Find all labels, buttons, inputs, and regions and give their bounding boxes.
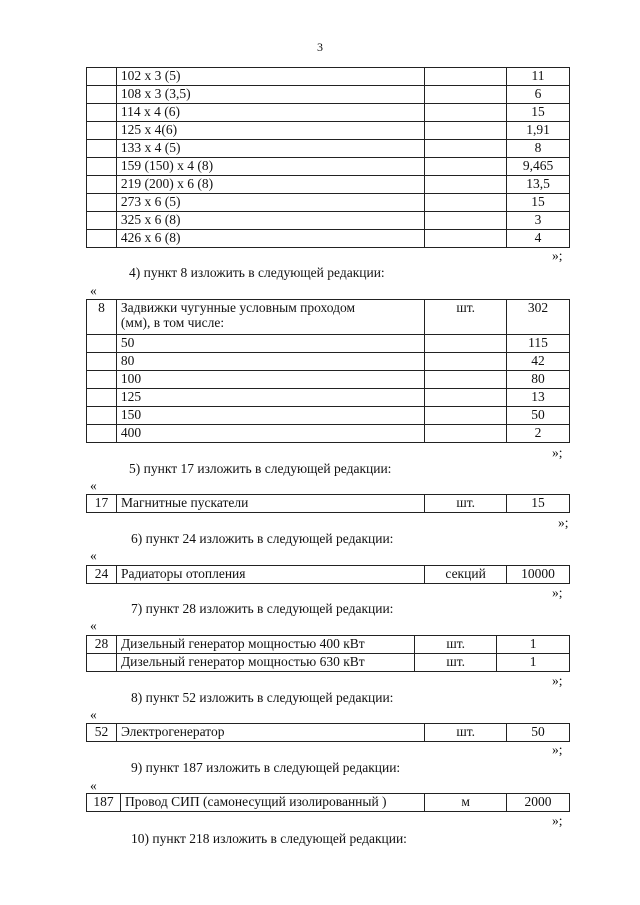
item-name: 114 х 4 (6) (116, 104, 424, 122)
item-unit: шт. (415, 636, 497, 654)
item-52-table (86, 723, 570, 742)
item-name: Магнитные пускатели (116, 495, 424, 513)
item-quantity: 15 (507, 104, 570, 122)
item-24-table (86, 565, 570, 584)
item-name: Радиаторы отопления (116, 566, 424, 584)
item-name: 125 (116, 389, 424, 407)
table-row (87, 212, 570, 230)
item-name: 102 х 3 (5) (116, 68, 424, 86)
opening-quote: « (90, 548, 97, 563)
item-name: 100 (116, 371, 424, 389)
item-name: 125 х 4(6) (116, 122, 424, 140)
closing-quote: »; (552, 813, 563, 828)
opening-quote: « (90, 478, 97, 493)
opening-quote: « (90, 707, 97, 722)
item-name: 150 (116, 407, 424, 425)
item-quantity: 15 (507, 495, 570, 513)
table-row (87, 794, 570, 812)
item-name-line: (мм), в том числе: (120, 315, 225, 330)
item-187-table (86, 793, 570, 812)
item-28-table (86, 635, 570, 672)
item-quantity: 15 (507, 194, 570, 212)
table-row (87, 176, 570, 194)
closing-quote: »; (558, 515, 569, 530)
item-name (116, 300, 424, 335)
item-number (87, 371, 117, 389)
item-number (87, 407, 117, 425)
table-row (87, 140, 570, 158)
item-number: 24 (87, 566, 117, 584)
item-name: Электрогенератор (116, 724, 424, 742)
table-row (87, 724, 570, 742)
table-row (87, 86, 570, 104)
item-unit (425, 158, 507, 176)
item-number (87, 230, 117, 248)
item-name: Дизельный генератор мощностью 630 кВт (116, 654, 414, 672)
table-row (87, 371, 570, 389)
item-name: Провод СИП (самонесущий изолированный ) (120, 794, 424, 812)
item-quantity: 1,91 (507, 122, 570, 140)
table-row (87, 425, 570, 443)
item-number: 52 (87, 724, 117, 742)
item-number (87, 212, 117, 230)
item-name: Дизельный генератор мощностью 400 кВт (116, 636, 414, 654)
table-row (87, 158, 570, 176)
item-number (87, 389, 117, 407)
item-quantity: 11 (507, 68, 570, 86)
section-heading: 9) пункт 187 изложить в следующей редакции: (131, 760, 401, 775)
item-quantity: 6 (507, 86, 570, 104)
item-quantity: 302 (507, 300, 570, 335)
item-number: 17 (87, 495, 117, 513)
item-quantity: 80 (507, 371, 570, 389)
closing-quote: »; (552, 248, 563, 263)
table-row (87, 566, 570, 584)
section-heading: 10) пункт 218 изложить в следующей редакции: (131, 831, 407, 846)
item-name: 133 х 4 (5) (116, 140, 424, 158)
item-unit (425, 425, 507, 443)
item-number (87, 104, 117, 122)
table-row (87, 230, 570, 248)
item-unit: секций (425, 566, 507, 584)
table-row (87, 335, 570, 353)
item-quantity: 115 (507, 335, 570, 353)
item-quantity: 13 (507, 389, 570, 407)
item-unit (425, 407, 507, 425)
item-name: 400 (116, 425, 424, 443)
table-row (87, 300, 570, 335)
item-name: 219 (200) х 6 (8) (116, 176, 424, 194)
item-unit (425, 371, 507, 389)
item-unit (425, 335, 507, 353)
closing-quote: »; (552, 585, 563, 600)
item-number (87, 425, 117, 443)
table-row (87, 194, 570, 212)
item-quantity: 10000 (507, 566, 570, 584)
item-name: 273 х 6 (5) (116, 194, 424, 212)
item-unit: м (425, 794, 507, 812)
item-number (87, 158, 117, 176)
section-heading: 8) пункт 52 изложить в следующей редакции: (131, 690, 394, 705)
item-unit: шт. (425, 495, 507, 513)
item-number (87, 68, 117, 86)
item-unit (425, 389, 507, 407)
closing-quote: »; (552, 742, 563, 757)
section-heading: 5) пункт 17 изложить в следующей редакции: (129, 461, 392, 476)
item-number: 8 (87, 300, 117, 335)
item-unit: шт. (425, 300, 507, 335)
table-row (87, 122, 570, 140)
item-name: 50 (116, 335, 424, 353)
table-row (87, 104, 570, 122)
item-name-line: Задвижки чугунные условным проходом (120, 300, 356, 315)
item-number (87, 335, 117, 353)
item-number (87, 194, 117, 212)
item-name: 108 х 3 (3,5) (116, 86, 424, 104)
table-row (87, 353, 570, 371)
item-name: 80 (116, 353, 424, 371)
valves-table (86, 299, 570, 443)
item-quantity: 2000 (507, 794, 570, 812)
item-number (87, 86, 117, 104)
table-row (87, 389, 570, 407)
item-number (87, 654, 117, 672)
table-row (87, 495, 570, 513)
item-unit (425, 194, 507, 212)
item-quantity: 50 (507, 724, 570, 742)
item-unit (425, 353, 507, 371)
item-quantity: 4 (507, 230, 570, 248)
opening-quote: « (90, 283, 97, 298)
item-quantity: 1 (497, 636, 570, 654)
item-quantity: 50 (507, 407, 570, 425)
item-quantity: 42 (507, 353, 570, 371)
section-heading: 6) пункт 24 изложить в следующей редакции: (131, 531, 394, 546)
item-quantity: 2 (507, 425, 570, 443)
item-unit: шт. (415, 654, 497, 672)
item-quantity: 9,465 (507, 158, 570, 176)
item-number (87, 140, 117, 158)
item-name: 426 х 6 (8) (116, 230, 424, 248)
item-unit (425, 230, 507, 248)
item-quantity: 13,5 (507, 176, 570, 194)
item-quantity: 8 (507, 140, 570, 158)
item-unit (425, 176, 507, 194)
item-quantity: 1 (497, 654, 570, 672)
item-number (87, 353, 117, 371)
item-17-table (86, 494, 570, 513)
page-number: 3 (317, 40, 323, 54)
item-unit (425, 68, 507, 86)
table-row (87, 636, 570, 654)
opening-quote: « (90, 778, 97, 793)
item-unit (425, 86, 507, 104)
opening-quote: « (90, 618, 97, 633)
closing-quote: »; (552, 673, 563, 688)
item-number: 187 (87, 794, 121, 812)
item-name: 159 (150) х 4 (8) (116, 158, 424, 176)
item-unit (425, 104, 507, 122)
table-row (87, 407, 570, 425)
item-unit (425, 140, 507, 158)
table-row (87, 654, 570, 672)
section-heading: 7) пункт 28 изложить в следующей редакции: (131, 601, 394, 616)
item-number: 28 (87, 636, 117, 654)
item-unit (425, 122, 507, 140)
item-unit: шт. (425, 724, 507, 742)
closing-quote: »; (552, 445, 563, 460)
item-name: 325 х 6 (8) (116, 212, 424, 230)
section-heading: 4) пункт 8 изложить в следующей редакции: (129, 265, 385, 280)
item-quantity: 3 (507, 212, 570, 230)
item-unit (425, 212, 507, 230)
table-row (87, 68, 570, 86)
item-number (87, 176, 117, 194)
item-number (87, 122, 117, 140)
pipes-table (86, 67, 570, 248)
